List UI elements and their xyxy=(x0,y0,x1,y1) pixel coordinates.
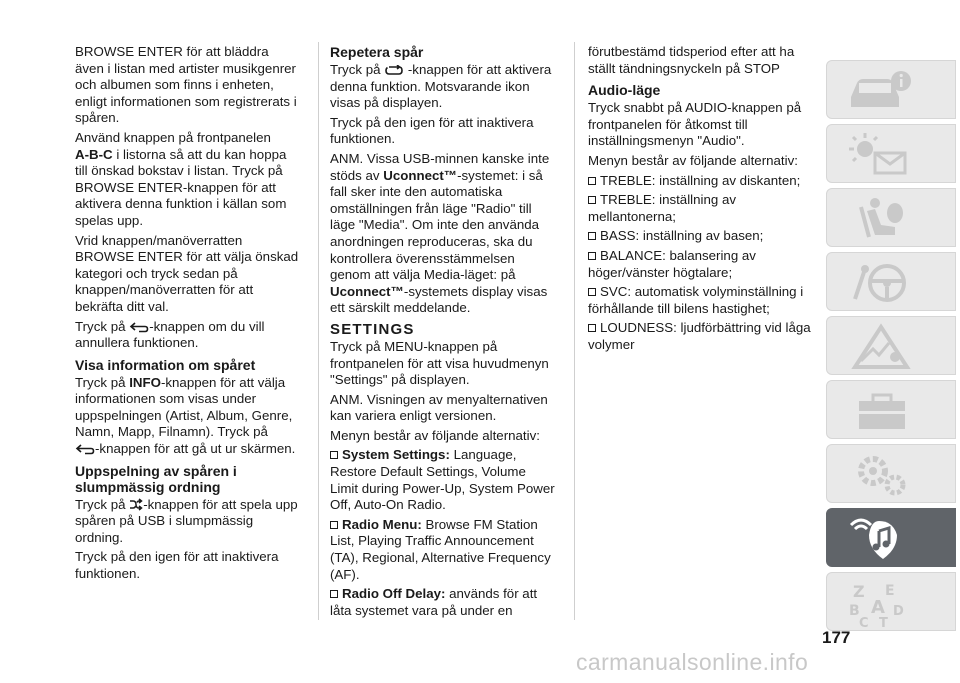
column-1 xyxy=(75,44,300,586)
tab-car-info[interactable] xyxy=(826,60,956,119)
audio-paragraph: Tryck snabbt på AUDIO-knappen på frontpanelen för åtkomst till inställningsmenyn "Audio". xyxy=(588,100,802,149)
repeat-paragraph: Tryck på -knappen för att aktivera denna funktion. Motsvarande ikon visas på displayen. xyxy=(330,62,552,111)
steering-wheel-key-icon xyxy=(845,259,917,307)
technical-data-gears-icon xyxy=(845,451,917,499)
bullet-square-icon xyxy=(330,521,338,529)
tab-warning-lights[interactable] xyxy=(826,124,956,183)
abc-paragraph: Använd knappen på frontpanelen A-B-C i listorna så att du kan hoppa till önskad bokstav i listan. Tryck på BROWSE ENTER-knappen för att aktivera denna funktion i källan som spelas upp. xyxy=(75,129,287,228)
audio-menu-intro: Menyn består av följande alternativ: xyxy=(588,152,798,168)
tab-starting-driving[interactable] xyxy=(826,252,956,311)
back-paragraph: Tryck på -knappen om du vill annullera funktionen. xyxy=(75,318,265,351)
shuffle-paragraph: Tryck på -knappen för att spela upp spåren på USB i slumpmässig ordning. xyxy=(75,496,298,545)
audio-heading: Audio-läge xyxy=(588,82,661,99)
info-label: INFO xyxy=(129,374,161,390)
list-item: System Settings: Language, Restore Default Settings, Volume Limit during Power-Up, System Power Off, Auto-On Radio. xyxy=(330,447,555,513)
list-item: BALANCE: balansering av höger/vänster högtalare; xyxy=(588,247,756,280)
list-item: LOUDNESS: ljudförbättring vid låga volymer xyxy=(588,320,811,352)
svg-text:B: B xyxy=(849,603,860,619)
shuffle-off-paragraph: Tryck på den igen för att inaktivera funktionen. xyxy=(75,549,279,582)
tab-technical-data[interactable] xyxy=(826,444,956,503)
bullet-square-icon xyxy=(588,177,596,185)
back-arrow-icon xyxy=(75,444,95,455)
settings-menu-intro: Menyn består av följande alternativ: xyxy=(330,427,540,443)
repeat-heading: Repetera spår xyxy=(330,44,424,60)
abc-label: A-B-C xyxy=(75,146,113,162)
usb-note-paragraph: ANM. Vissa USB-minnen kanske inte stöds av Uconnect™-systemet: i så fall sker inte den automatiska omställningen från läge "Radio" till läge "Media". Om inte den använda anordningen reproduceras, ska du kontrollera överensstämmelsen genom att välja Media-läget: på Uconnect™-systemets display visas ett särskilt meddelande. xyxy=(330,150,550,316)
shuffle-heading: Uppspelning av spåren i slumpmässig ordning xyxy=(75,462,237,495)
svg-text:A: A xyxy=(871,597,885,618)
settings-note-paragraph: ANM. Visningen av menyalternativen kan variera enligt versionen. xyxy=(330,391,548,424)
bullet-square-icon xyxy=(588,232,596,240)
tab-safety[interactable] xyxy=(826,188,956,247)
browse-paragraph: BROWSE ENTER för att bläddra även i listan med artister musikgenrer och albumen som finns i enheten, enligt informationen som registrerats i spåren. xyxy=(75,44,297,126)
svg-text:Z: Z xyxy=(853,582,865,601)
bullet-square-icon xyxy=(330,590,338,598)
tab-emergency[interactable] xyxy=(826,316,956,375)
info-heading: Visa information om spåret xyxy=(75,356,256,373)
radio-off-continued: förutbestämd tidsperiod efter att ha ställt tändningsnyckeln på STOP xyxy=(588,44,795,76)
bullet-square-icon xyxy=(588,288,596,296)
settings-paragraph: Tryck på MENU-knappen på frontpanelen för att visa huvudmenyn "Settings" på displayen. xyxy=(330,338,549,388)
car-info-icon xyxy=(845,67,917,115)
svg-text:E: E xyxy=(885,583,895,599)
list-item: TREBLE: inställning av mellantonerna; xyxy=(588,192,736,224)
tab-maintenance[interactable] xyxy=(826,380,956,439)
settings-heading: SETTINGS xyxy=(330,320,415,338)
column-2 xyxy=(330,44,555,622)
shuffle-icon xyxy=(129,498,143,511)
service-toolbox-icon xyxy=(845,387,917,435)
list-item: Radio Off Delay: används för att låta systemet vara på under en xyxy=(330,586,538,618)
index-letters-icon xyxy=(845,579,917,627)
tab-multimedia[interactable] xyxy=(826,508,956,567)
bullet-square-icon xyxy=(588,196,596,204)
svg-text:C: C xyxy=(859,616,869,627)
browse-rotate-paragraph: Vrid knappen/manöverratten BROWSE ENTER för att välja önskad kategori och tryck sedan på knappen/manöverratten för att bekräfta ditt val. xyxy=(75,232,299,314)
info-paragraph: Tryck på INFO-knappen för att välja informationen som visas under uppspelningen (Artist, Album, Genre, Namn, Mapp, Filnamn). Tryck på -knappen för att gå ut ur skärmen. xyxy=(75,374,296,457)
column-3 xyxy=(588,44,813,357)
list-item: SVC: automatisk volyminställning i förhållande till bilens hastighet; xyxy=(588,284,804,316)
bullet-square-icon xyxy=(588,252,596,260)
watermark: carmanualsonline.info xyxy=(576,649,809,675)
repeat-icon xyxy=(384,65,404,76)
tab-index[interactable] xyxy=(826,572,956,631)
bullet-square-icon xyxy=(330,451,338,459)
svg-text:D: D xyxy=(893,604,904,619)
bullet-square-icon xyxy=(588,324,596,332)
svg-text:T: T xyxy=(879,616,888,627)
multimedia-icon xyxy=(845,515,917,563)
list-item: TREBLE: inställning av diskanten; xyxy=(588,173,813,190)
seat-airbag-icon xyxy=(845,195,917,243)
column-divider xyxy=(574,42,575,620)
column-divider xyxy=(318,42,319,620)
list-item: BASS: inställning av basen; xyxy=(588,228,813,245)
list-item: Radio Menu: Browse FM Station List, Playing Traffic Announcement (TA), Regional, Alternative Frequency (AF). xyxy=(330,516,551,582)
back-arrow-icon xyxy=(129,322,149,333)
repeat-off-paragraph: Tryck på den igen för att inaktivera funktionen. xyxy=(330,114,534,147)
warning-light-message-icon xyxy=(845,131,917,179)
warning-triangle-icon xyxy=(845,323,917,371)
page-number: 177 xyxy=(822,628,851,647)
